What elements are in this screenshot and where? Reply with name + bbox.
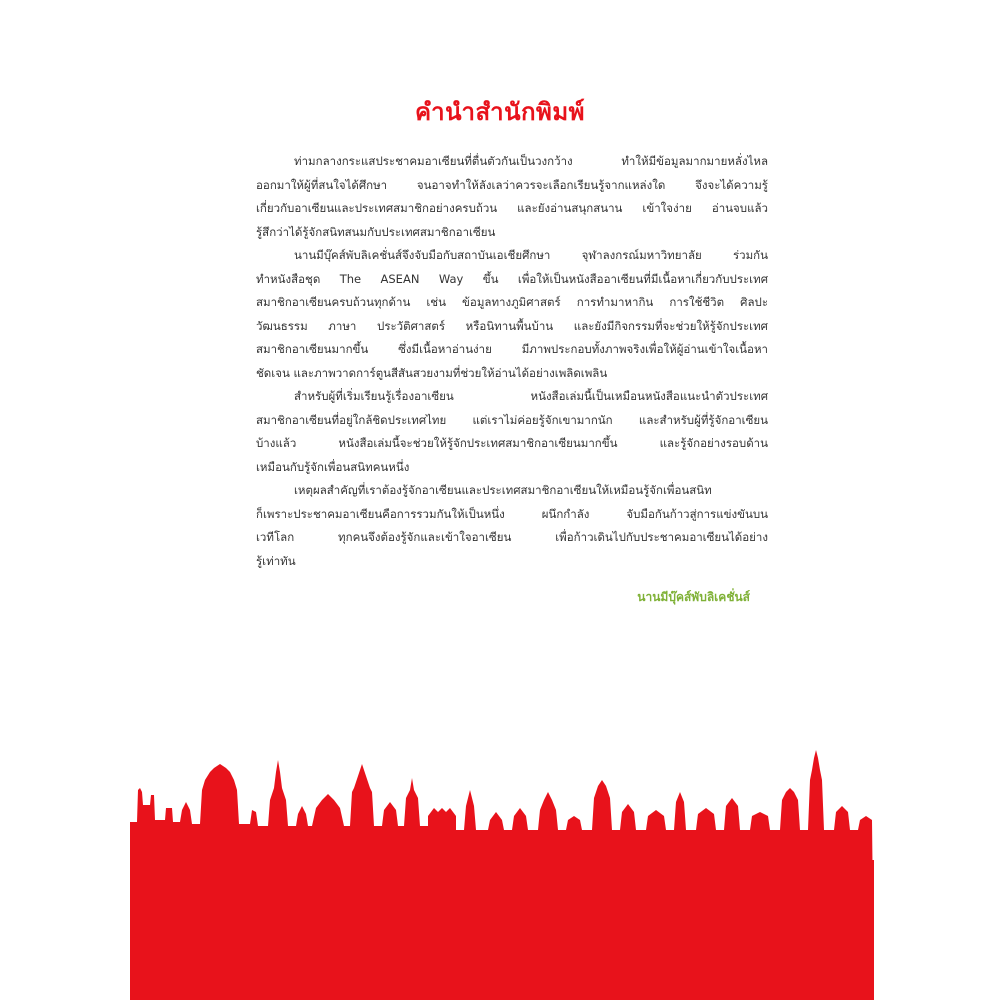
page-title: คำนำสำนักพิมพ์ bbox=[415, 98, 585, 126]
city-skyline-illustration bbox=[0, 750, 1000, 1000]
text-line: รู้เท่าทัน bbox=[256, 553, 296, 568]
text-line: ทำหนังสือชุด The ASEAN Way ขึ้น เพื่อให้เป็นหนังสืออาเซียนที่มีเนื้อหาเกี่ยวกับประเทศ bbox=[256, 271, 768, 286]
text-line: เวทีโลก ทุกคนจึงต้องรู้จักและเข้าใจอาเซียน เพื่อก้าวเดินไปกับประชาคมอาเซียนได้อย่าง bbox=[256, 530, 768, 544]
paragraph bbox=[256, 479, 768, 573]
text-line: วัฒนธรรม ภาษา ประวัติศาสตร์ หรือนิทานพื้นบ้าน และยังมีกิจกรรมที่จะช่วยให้รู้จักประเทศ bbox=[256, 318, 768, 333]
signature: นานมีบุ๊คส์พับลิเคชั่นส์ bbox=[637, 590, 750, 604]
text-line: ออกมาให้ผู้ที่สนใจได้ศึกษา จนอาจทำให้ลังเลว่าควรจะเลือกเรียนรู้จากแหล่งใด จึงจะได้ความรู้ bbox=[256, 177, 768, 192]
text-line: สมาชิกอาเซียนที่อยู่ใกล้ชิดประเทศไทย แต่เราไม่ค่อยรู้จักเขามากนัก และสำหรับผู้ที่รู้จักอาเซียน bbox=[256, 412, 768, 427]
text-line: เหมือนกับรู้จักเพื่อนสนิทคนหนึ่ง bbox=[256, 459, 410, 474]
text-line: บ้างแล้ว หนังสือเล่มนี้จะช่วยให้รู้จักประเทศสมาชิกอาเซียนมากขึ้น และรู้จักอย่างรอบด้าน bbox=[256, 436, 768, 450]
paragraph bbox=[256, 385, 768, 479]
text-line: เกี่ยวกับอาเซียนและประเทศสมาชิกอย่างครบถ้วน และยังอ่านสนุกสนาน เข้าใจง่าย อ่านจบแล้ว bbox=[256, 201, 768, 215]
paragraph bbox=[256, 244, 768, 385]
text-line: ก็เพราะประชาคมอาเซียนคือการรวมกันให้เป็นหนึ่ง ผนึกกำลัง จับมือกันก้าวสู่การแข่งขันบน bbox=[256, 506, 768, 521]
text-line: สมาชิกอาเซียนมากขึ้น ซึ่งมีเนื้อหาอ่านง่าย มีภาพประกอบทั้งภาพจริงเพื่อให้ผู้อ่านเข้าใจเนื้อหา bbox=[256, 342, 768, 356]
text-line: รู้สึกว่าได้รู้จักสนิทสนมกับประเทศสมาชิกอาเซียน bbox=[256, 224, 496, 239]
text-line: นานมีบุ๊คส์พับลิเคชั่นส์จึงจับมือกับสถาบันเอเชียศึกษา จุฬาลงกรณ์มหาวิทยาลัย ร่วมกัน bbox=[294, 248, 768, 262]
text-line: ชัดเจน และภาพวาดการ์ตูนสีสันสวยงามที่ช่วยให้อ่านได้อย่างเพลิดเพลิน bbox=[256, 365, 608, 380]
paragraph bbox=[256, 150, 768, 244]
skyline-base bbox=[130, 860, 874, 1000]
text-line: สำหรับผู้ที่เริ่มเรียนรู้เรื่องอาเซียน หนังสือเล่มนี้เป็นเหมือนหนังสือแนะนำตัวประเทศ bbox=[294, 389, 768, 403]
text-line: เหตุผลสำคัญที่เราต้องรู้จักอาเซียนและประเทศสมาชิกอาเซียนให้เหมือนรู้จักเพื่อนสนิท bbox=[294, 483, 712, 497]
preface-body bbox=[256, 150, 768, 573]
text-line: สมาชิกอาเซียนครบถ้วนทุกด้าน เช่น ข้อมูลทางภูมิศาสตร์ การทำมาหากิน การใช้ชีวิต ศิลปะ bbox=[256, 295, 768, 309]
text-line: ท่ามกลางกระแสประชาคมอาเซียนที่ตื่นตัวกันเป็นวงกว้าง ทำให้มีข้อมูลมากมายหลั่งไหล bbox=[294, 154, 768, 168]
